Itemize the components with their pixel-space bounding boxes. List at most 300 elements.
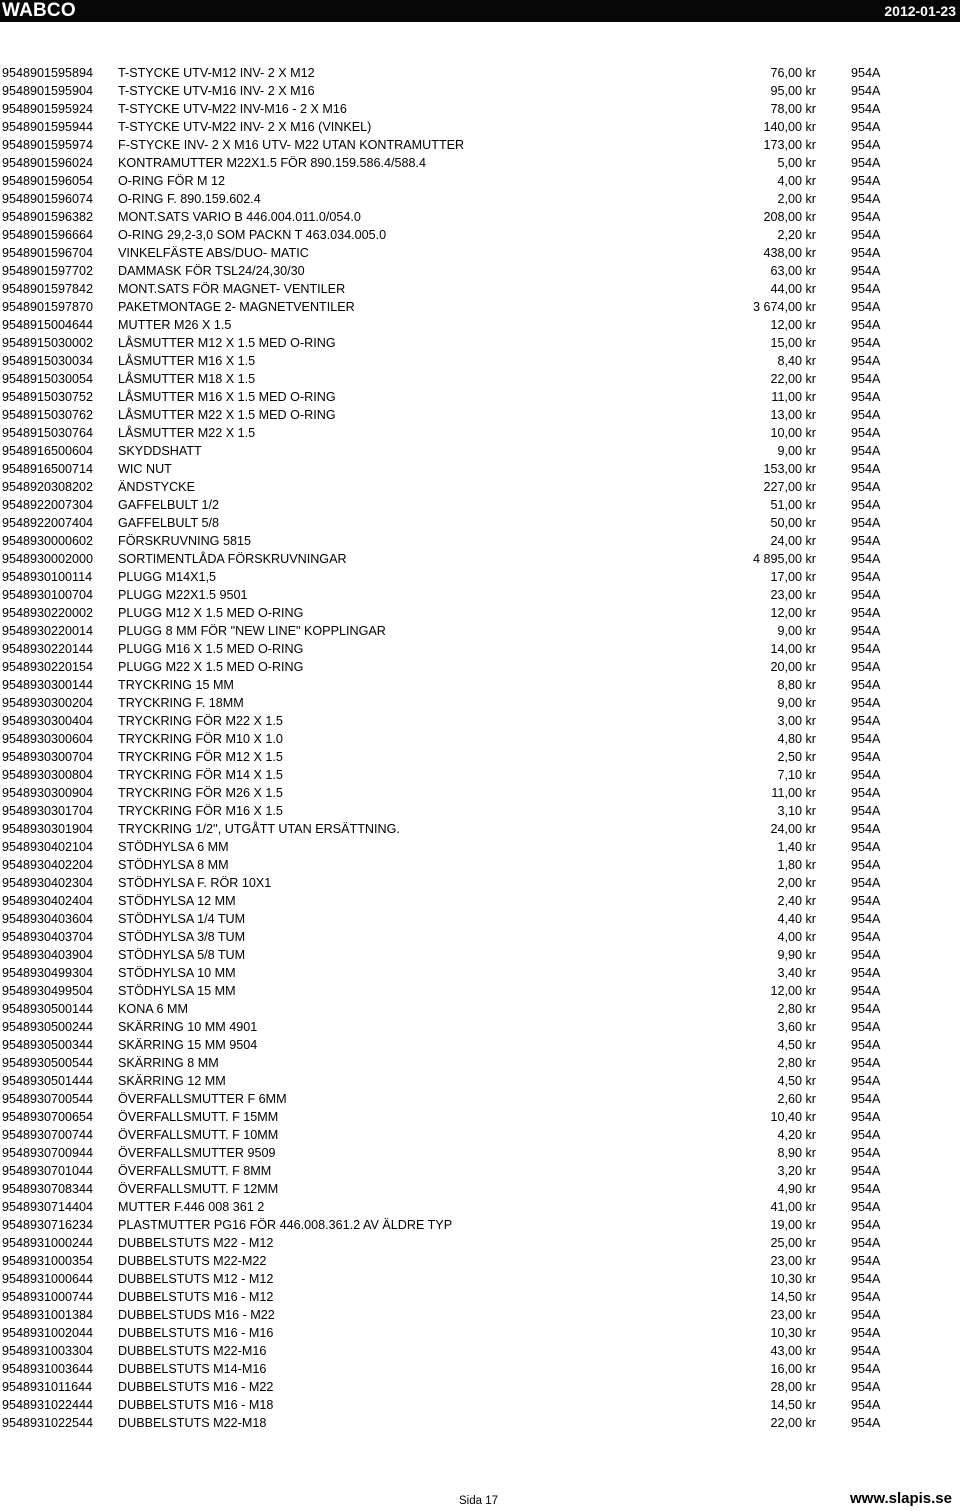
item-price: 8,40 kr [777,354,816,368]
article-number: 9548930500344 [2,1038,94,1052]
article-number: 9548930700744 [2,1128,94,1142]
price-group: 954A [851,1164,881,1178]
item-description: SORTIMENTLÅDA FÖRSKRUVNINGAR [118,552,347,566]
item-price: 9,00 kr [777,696,816,710]
site-url: www.slapis.se [850,1490,952,1507]
price-group: 954A [851,876,881,890]
item-description: TRYCKRING F. 18MM [118,696,244,710]
article-number: 9548930402404 [2,894,94,908]
article-number: 9548931011644 [2,1380,93,1394]
item-price: 11,00 kr [771,390,816,404]
item-description: TRYCKRING FÖR M14 X 1.5 [118,768,283,782]
list-item [0,550,960,568]
article-number: 9548930220014 [2,624,94,638]
price-group: 954A [851,1380,881,1394]
list-item [0,1306,960,1324]
item-description: DUBBELSTUTS M22 - M12 [118,1236,274,1250]
price-group: 954A [851,480,881,494]
article-number: 9548901596054 [2,174,94,188]
price-group: 954A [851,1308,881,1322]
list-item [0,514,960,532]
item-description: O-RING FÖR M 12 [118,174,226,188]
item-description: STÖDHYLSA F. RÖR 10X1 [118,876,272,890]
article-number: 9548930300704 [2,750,94,764]
article-number: 9548915030034 [2,354,94,368]
article-number: 9548930000602 [2,534,94,548]
price-group: 954A [851,1074,881,1088]
price-group: 954A [851,930,881,944]
list-item [0,892,960,910]
item-description: PLASTMUTTER PG16 FÖR 446.008.361.2 AV ÄLDRE TYP [118,1218,453,1232]
list-item [0,1126,960,1144]
article-number: 9548930100704 [2,588,94,602]
item-price: 153,00 kr [763,462,816,476]
item-price: 22,00 kr [770,1416,816,1430]
price-group: 954A [851,300,881,314]
price-group: 954A [851,624,881,638]
item-description: STÖDHYLSA 1/4 TUM [118,912,246,926]
item-price: 16,00 kr [770,1362,816,1376]
item-description: DUBBELSTUTS M14-M16 [118,1362,267,1376]
item-description: ÄNDSTYCKE [118,480,195,494]
item-price: 5,00 kr [777,156,816,170]
price-group: 954A [851,984,881,998]
item-price: 2,50 kr [777,750,816,764]
article-number: 9548930708344 [2,1182,94,1196]
price-group: 954A [851,660,881,674]
price-group: 954A [851,606,881,620]
article-number: 9548930501444 [2,1074,94,1088]
article-number: 9548915030002 [2,336,94,350]
price-group: 954A [851,336,881,350]
price-group: 954A [851,822,881,836]
item-price: 23,00 kr [770,588,816,602]
article-number: 9548930100114 [2,570,93,584]
list-item [0,820,960,838]
article-number: 9548901596024 [2,156,94,170]
item-price: 7,10 kr [777,768,816,782]
price-group: 954A [851,750,881,764]
list-item [0,1360,960,1378]
item-description: KONA 6 MM [118,1002,188,1016]
item-description: T-STYCKE UTV-M16 INV- 2 X M16 [118,84,315,98]
item-description: STÖDHYLSA 10 MM [118,966,236,980]
article-number: 9548930500144 [2,1002,94,1016]
item-description: SKYDDSHATT [118,444,202,458]
price-group: 954A [851,1272,881,1286]
price-group: 954A [851,1362,881,1376]
item-price: 2,40 kr [777,894,816,908]
item-description: LÅSMUTTER M16 X 1.5 MED O-RING [118,390,336,404]
article-number: 9548931000354 [2,1254,94,1268]
article-number: 9548930402304 [2,876,94,890]
item-price: 14,00 kr [770,642,816,656]
list-item [0,1324,960,1342]
item-description: O-RING F. 890.159.602.4 [118,192,261,206]
item-price: 208,00 kr [763,210,816,224]
article-number: 9548901597702 [2,264,94,278]
price-group: 954A [851,192,881,206]
item-description: SKÄRRING 15 MM 9504 [118,1038,258,1052]
list-item [0,460,960,478]
item-price: 4,00 kr [777,930,816,944]
item-description: MUTTER M26 X 1.5 [118,318,232,332]
item-price: 2,80 kr [777,1056,816,1070]
article-number: 9548930403604 [2,912,94,926]
price-group: 954A [851,120,881,134]
price-group: 954A [851,732,881,746]
item-description: TRYCKRING FÖR M16 X 1.5 [118,804,283,818]
list-item [0,1414,960,1432]
article-number: 9548931003304 [2,1344,94,1358]
item-description: GAFFELBULT 1/2 [118,498,220,512]
page-number: Sida 17 [459,1495,499,1507]
item-description: MONT.SATS VARIO B 446.004.011.0/054.0 [118,210,361,224]
price-group: 954A [851,210,881,224]
item-description: DUBBELSTUTS M22-M22 [118,1254,267,1268]
price-group: 954A [851,1182,881,1196]
item-price: 2,80 kr [777,1002,816,1016]
item-description: TRYCKRING 15 MM [118,678,234,692]
price-group: 954A [851,84,881,98]
article-number: 9548930403704 [2,930,94,944]
item-price: 4,50 kr [777,1074,816,1088]
item-price: 10,40 kr [770,1110,816,1124]
price-group: 954A [851,498,881,512]
item-description: T-STYCKE UTV-M22 INV- 2 X M16 (VINKEL) [118,120,372,134]
item-description: MONT.SATS FÖR MAGNET- VENTILER [118,282,346,296]
list-item [0,478,960,496]
article-number: 9548901595974 [2,138,94,152]
list-item [0,1180,960,1198]
list-item [0,1270,960,1288]
article-number: 9548931022544 [2,1416,94,1430]
item-description: DAMMASK FÖR TSL24/24,30/30 [118,264,305,278]
article-number: 9548930402104 [2,840,94,854]
article-number: 9548901595904 [2,84,94,98]
item-price: 23,00 kr [770,1308,816,1322]
list-item [0,802,960,820]
price-group: 954A [851,1200,881,1214]
item-description: SKÄRRING 8 MM [118,1056,219,1070]
list-item [0,856,960,874]
item-description: TRYCKRING FÖR M12 X 1.5 [118,750,283,764]
article-number: 9548930300204 [2,696,94,710]
price-group: 954A [851,534,881,548]
price-group: 954A [851,372,881,386]
item-price: 2,60 kr [777,1092,816,1106]
item-description: STÖDHYLSA 8 MM [118,858,229,872]
list-item [0,982,960,1000]
price-group: 954A [851,912,881,926]
price-group: 954A [851,714,881,728]
list-item [0,532,960,550]
item-price: 9,00 kr [777,444,816,458]
price-group: 954A [851,1326,881,1340]
item-description: PLUGG M14X1,5 [118,570,216,584]
item-price: 17,00 kr [770,570,816,584]
article-number: 9548930701044 [2,1164,94,1178]
price-group: 954A [851,966,881,980]
price-group: 954A [851,444,881,458]
item-price: 11,00 kr [771,786,816,800]
price-group: 954A [851,1020,881,1034]
price-group: 954A [851,174,881,188]
item-price: 15,00 kr [770,336,816,350]
list-item [0,946,960,964]
price-list [0,64,960,1432]
list-item [0,1378,960,1396]
article-number: 9548930301904 [2,822,94,836]
price-group: 954A [851,1398,881,1412]
item-description: SKÄRRING 12 MM [118,1074,226,1088]
article-number: 9548901597870 [2,300,94,314]
list-item [0,1036,960,1054]
list-item [0,1054,960,1072]
price-group: 954A [851,1092,881,1106]
item-description: TRYCKRING FÖR M22 X 1.5 [118,714,283,728]
list-item [0,568,960,586]
price-group: 954A [851,246,881,260]
list-item [0,118,960,136]
list-item [0,658,960,676]
article-number: 9548930700944 [2,1146,94,1160]
item-price: 3,60 kr [777,1020,816,1034]
price-group: 954A [851,516,881,530]
price-group: 954A [851,1038,881,1052]
list-item [0,1216,960,1234]
article-number: 9548930220144 [2,642,94,656]
item-description: DUBBELSTUTS M22-M18 [118,1416,267,1430]
list-item [0,172,960,190]
item-price: 4,50 kr [777,1038,816,1052]
item-description: TRYCKRING FÖR M26 X 1.5 [118,786,283,800]
item-price: 76,00 kr [770,66,816,80]
list-item [0,190,960,208]
article-number: 9548931003644 [2,1362,94,1376]
article-number: 9548930301704 [2,804,94,818]
item-description: DUBBELSTUTS M22-M16 [118,1344,267,1358]
list-item [0,352,960,370]
item-price: 2,00 kr [777,192,816,206]
price-group: 954A [851,1128,881,1142]
list-item [0,208,960,226]
item-description: STÖDHYLSA 6 MM [118,840,229,854]
item-price: 44,00 kr [770,282,816,296]
item-price: 12,00 kr [770,318,816,332]
list-item [0,910,960,928]
list-item [0,442,960,460]
item-price: 173,00 kr [763,138,816,152]
price-group: 954A [851,840,881,854]
article-number: 9548901596664 [2,228,94,242]
item-description: WIC NUT [118,462,172,476]
list-item [0,748,960,766]
list-item [0,388,960,406]
item-description: T-STYCKE UTV-M12 INV- 2 X M12 [118,66,315,80]
list-item [0,1252,960,1270]
header-date: 2012-01-23 [884,3,956,19]
article-number: 9548930499504 [2,984,94,998]
item-price: 3 674,00 kr [752,300,816,314]
list-item [0,928,960,946]
item-price: 3,40 kr [777,966,816,980]
price-group: 954A [851,804,881,818]
item-description: LÅSMUTTER M16 X 1.5 [118,354,256,368]
item-price: 4,90 kr [777,1182,816,1196]
article-number: 9548931002044 [2,1326,94,1340]
item-description: DUBBELSTUTS M16 - M22 [118,1380,274,1394]
article-number: 9548930220154 [2,660,94,674]
list-item [0,370,960,388]
list-item [0,262,960,280]
item-price: 3,20 kr [777,1164,816,1178]
list-item [0,1000,960,1018]
item-description: PLUGG M22X1.5 9501 [118,588,248,602]
item-description: STÖDHYLSA 12 MM [118,894,236,908]
article-number: 9548901595924 [2,102,94,116]
price-group: 954A [851,1146,881,1160]
item-description: DUBBELSTUTS M12 - M12 [118,1272,274,1286]
article-number: 9548901596704 [2,246,94,260]
price-group: 954A [851,696,881,710]
article-number: 9548915030054 [2,372,94,386]
item-description: GAFFELBULT 5/8 [118,516,220,530]
item-description: DUBBELSTUDS M16 - M22 [118,1308,275,1322]
list-item [0,316,960,334]
article-number: 9548930002000 [2,552,94,566]
price-group: 954A [851,102,881,116]
price-group: 954A [851,1110,881,1124]
price-group: 954A [851,570,881,584]
list-item [0,244,960,262]
list-item [0,874,960,892]
item-description: ÖVERFALLSMUTT. F 8MM [118,1164,272,1178]
article-number: 9548916500604 [2,444,94,458]
item-price: 14,50 kr [770,1398,816,1412]
item-price: 2,00 kr [777,876,816,890]
item-price: 10,30 kr [770,1272,816,1286]
item-description: DUBBELSTUTS M16 - M16 [118,1326,274,1340]
article-number: 9548930714404 [2,1200,94,1214]
list-item [0,82,960,100]
item-price: 8,80 kr [777,678,816,692]
item-description: PLUGG M22 X 1.5 MED O-RING [118,660,304,674]
item-price: 78,00 kr [770,102,816,116]
list-item [0,730,960,748]
item-price: 23,00 kr [770,1254,816,1268]
price-group: 954A [851,786,881,800]
price-group: 954A [851,588,881,602]
article-number: 9548901596382 [2,210,94,224]
article-number: 9548901597842 [2,282,94,296]
price-group: 954A [851,138,881,152]
item-price: 63,00 kr [770,264,816,278]
price-group: 954A [851,678,881,692]
item-price: 25,00 kr [770,1236,816,1250]
article-number: 9548930403904 [2,948,94,962]
price-group: 954A [851,264,881,278]
item-description: F-STYCKE INV- 2 X M16 UTV- M22 UTAN KONTRAMUTTER [118,138,465,152]
list-item [0,1072,960,1090]
price-group: 954A [851,894,881,908]
list-item [0,334,960,352]
price-group: 954A [851,354,881,368]
item-price: 28,00 kr [770,1380,816,1394]
article-number: 9548930700654 [2,1110,94,1124]
item-description: ÖVERFALLSMUTT. F 12MM [118,1182,279,1196]
item-price: 22,00 kr [770,372,816,386]
article-number: 9548930300144 [2,678,94,692]
article-number: 9548930300904 [2,786,94,800]
list-item [0,838,960,856]
item-description: FÖRSKRUVNING 5815 [118,534,251,548]
item-description: LÅSMUTTER M22 X 1.5 [118,426,256,440]
price-group: 954A [851,1416,881,1430]
list-item [0,1288,960,1306]
list-item [0,154,960,172]
list-item [0,298,960,316]
item-description: T-STYCKE UTV-M22 INV-M16 - 2 X M16 [118,102,347,116]
article-number: 9548930402204 [2,858,94,872]
price-group: 954A [851,1344,881,1358]
price-group: 954A [851,1218,881,1232]
item-description: PLUGG 8 MM FÖR "NEW LINE" KOPPLINGAR [118,624,386,638]
list-item [0,676,960,694]
price-group: 954A [851,1290,881,1304]
list-item [0,766,960,784]
price-group: 954A [851,642,881,656]
item-price: 3,00 kr [777,714,816,728]
article-number: 9548931022444 [2,1398,94,1412]
price-group: 954A [851,408,881,422]
item-description: PLUGG M12 X 1.5 MED O-RING [118,606,304,620]
item-price: 4,20 kr [777,1128,816,1142]
article-number: 9548930300604 [2,732,94,746]
item-description: DUBBELSTUTS M16 - M18 [118,1398,274,1412]
list-item [0,1198,960,1216]
item-price: 14,50 kr [770,1290,816,1304]
article-number: 9548930716234 [2,1218,94,1232]
list-item [0,640,960,658]
list-item [0,784,960,802]
article-number: 9548901595944 [2,120,94,134]
item-description: MUTTER F.446 008 361 2 [118,1200,265,1214]
item-price: 2,20 kr [777,228,816,242]
price-group: 954A [851,1236,881,1250]
article-number: 9548901596074 [2,192,94,206]
item-price: 50,00 kr [770,516,816,530]
item-description: KONTRAMUTTER M22X1.5 FÖR 890.159.586.4/588.4 [118,156,426,170]
item-description: DUBBELSTUTS M16 - M12 [118,1290,274,1304]
price-group: 954A [851,282,881,296]
item-price: 51,00 kr [770,498,816,512]
price-group: 954A [851,426,881,440]
list-item [0,1108,960,1126]
item-description: ÖVERFALLSMUTT. F 15MM [118,1110,279,1124]
item-price: 13,00 kr [770,408,816,422]
list-item [0,712,960,730]
item-price: 24,00 kr [770,534,816,548]
article-number: 9548922007404 [2,516,94,530]
item-description: ÖVERFALLSMUTT. F 10MM [118,1128,279,1142]
item-description: TRYCKRING 1/2'', UTGÅTT UTAN ERSÄTTNING. [118,822,400,836]
list-item [0,694,960,712]
price-group: 954A [851,462,881,476]
item-description: TRYCKRING FÖR M10 X 1.0 [118,732,283,746]
list-item [0,1090,960,1108]
item-price: 9,90 kr [777,948,816,962]
